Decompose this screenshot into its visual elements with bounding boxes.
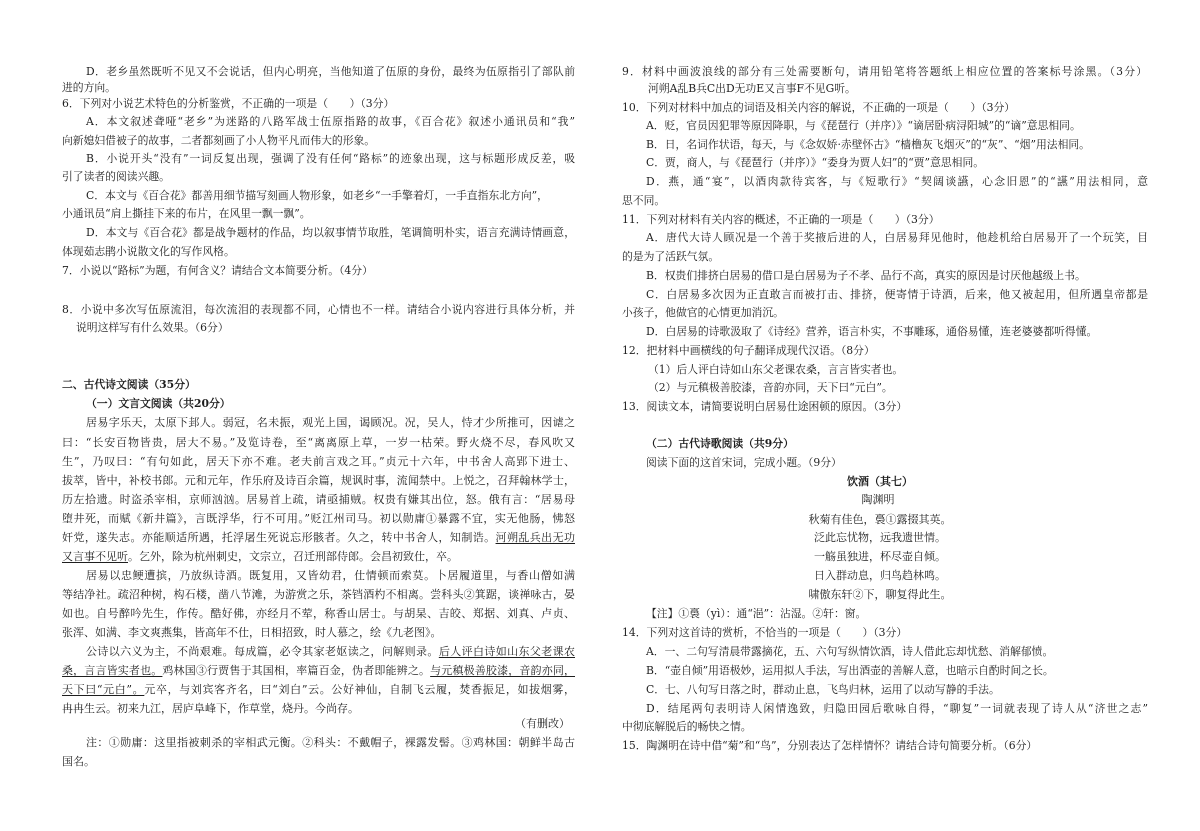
q14-option-b: B．“壶自倾”用语极妙，运用拟人手法，写出酒壶的善解人意，也暗示自酌时间之长。: [646, 664, 1054, 677]
poetry-intro: 阅读下面的这首宋词，完成小题。（9分）: [646, 456, 842, 469]
q10-option-d: D．燕，通“宴”，以酒肉款待宾客，与《短歌行》“契阔谈讌，心念旧恩”的“讌”用法相同，意: [646, 175, 1148, 188]
left-column: [62, 0, 575, 831]
q8-stem: 8．小说中多次写伍原流泪，每次流泪的表现都不同，心情也不一样。请结合小说内容进行具体分析，并: [62, 303, 575, 316]
underlined-sentence: 与元稹极善胶漆，音韵亦同，: [430, 664, 576, 677]
poem-line: 啸傲东轩②下，聊复得此生。: [808, 588, 952, 601]
passage-line: 如也。自号醉吟先生，作传。酷好佛，亦经月不荤，称香山居士。与胡杲、吉皎、郑据、刘真、卢贞、: [62, 607, 575, 620]
poetry-section-title: （二）古代诗歌阅读（共9分）: [646, 437, 794, 450]
passage-line: 拔萃，皆中，补校书郎。元和元年，作乐府及诗百余篇，规讽时事，流闻禁中。上悦之，召拜翰林学士，: [62, 474, 575, 487]
q12-stem: 12．把材料中画横线的句子翻译成现代汉语。（8分）: [622, 344, 875, 357]
q13-stem: 13．阅读文本，请简要说明白居易仕途困顿的原因。（3分）: [622, 400, 908, 413]
poem-line: 日入群动息，归鸟趋林鸣。: [814, 569, 946, 582]
q14-option-a: A．一、二句写清晨带露摘花，五、六句写纵情饮酒，诗人借此忘却忧愁、消解郁愤。: [646, 645, 1054, 658]
passage-line: 生”，乃叹曰：“有句如此，居天下亦不难。老夫前言戏之耳。”贞元十六年，中书舍人高郢下进士、: [62, 455, 575, 468]
q11-stem: 11．下列对材料有关内容的概述，不正确的一项是（ ）（3分）: [622, 213, 940, 226]
q6-stem: 6．下列对小说艺术特色的分析鉴赏，不正确的一项是（ ）（3分）: [62, 97, 395, 110]
q11-option-b: B．权贵们排挤白居易的借口是白居易为子不孝、品行不高，真实的原因是讨厌他越级上书。: [646, 269, 1086, 282]
passage-line: 居易以忠鲠遭摈，乃放纵诗酒。既复用，又皆幼君，仕情顿而索莫。卜居履道里，与香山僧如满: [86, 569, 575, 582]
q11-option-c: 小孩子，他做官的心情更加消沉。: [622, 306, 784, 319]
passage-line: [62, 663, 575, 679]
passage-line: [86, 644, 575, 660]
q6-option-c: C．本文与《百合花》都善用细节描写刻画人物形象，如老乡“一手擎着灯，一手直指东北方向”，: [86, 189, 548, 202]
poem-line: 泛此忘忧物，远我遗世情。: [814, 531, 946, 544]
passage-line: 堕井死，而赋《新井篇》，言既浮华，行不可用。”贬江州司马。初以勋庸①暴露不宜，实无他肠，怫怒: [62, 512, 575, 525]
q6-option-a: A．本文叙述聋哑“老乡”为迷路的八路军战士伍原指路的故事，《百合花》叙述小通讯员和“我”: [86, 115, 575, 128]
q5-option-d-line: D．老乡虽然既听不见又不会说话，但内心明亮，当他知道了伍原的身份，最终为伍原指引了部队前: [86, 65, 575, 78]
q11-option-a: A．唐代大诗人顾况是一个善于奖掖后进的人，白居易拜见他时，他趁机给白居易开了一个玩笑，目: [646, 231, 1148, 244]
passage-line: [62, 530, 575, 546]
classical-prose-title: （一）文言文阅读（共20分）: [86, 397, 231, 410]
q6-option-b: B．小说开头“没有”一词反复出现，强调了没有任何“路标”的迹象出现，这与标题形成反差，吸: [86, 152, 575, 165]
passage-line: [62, 549, 458, 565]
annotations: 注：①勋庸：这里指被刺杀的宰相武元衡。②科头：不戴帽子，裸露发髻。③鸡林国：朝鲜半岛古: [86, 736, 575, 749]
q8-stem: 说明这样写有什么效果。（6分）: [76, 321, 229, 334]
q6-option-c: 小通讯员“肩上撕挂下来的布片，在风里一飘一飘”。: [62, 207, 311, 220]
wavy-marked-text: 又言事不见听: [62, 550, 128, 563]
passage-line: 居易字乐天，太原下邽人。弱冠，名未振，观光上国，谒顾况。况，吴人，恃才少所推可，因谑之: [86, 416, 575, 429]
q6-option-d: D．本文与《百合花》都是战争题材的作品，均以叙事情节取胜，笔调简明朴实，语言充满诗情画意，: [86, 226, 575, 239]
wavy-marked-text: 河朔乱兵出无功: [495, 531, 576, 544]
q14-stem: 14．下列对这首诗的赏析，不恰当的一项是（ ）（3分）: [622, 626, 908, 639]
q7-stem: 7．小说以“路标”为题，有何含义？请结合文本简要分析。（4分）: [62, 264, 373, 277]
poem-line: 一觞虽独进，杯尽壶自倾。: [814, 550, 946, 563]
passage-line: [62, 682, 575, 698]
passage-text: 鸡林国③行贾售于其国相，率篇百金，伪者即能辨之。: [162, 664, 431, 677]
passage-line: 曰：“长安百物皆贵，居大不易。”及览诗卷，至“离离原上草，一岁一枯荣。野火烧不尽，春风吹又: [62, 436, 575, 449]
passage-text: 奸党，遂失志。亦能顺适所遇，托浮屠生死说忘形骸者。久之，转中书舍人，知制诰。: [62, 531, 496, 544]
q14-option-d: D．结尾两句表明诗人闲情逸致，归隐田园后歌咏自得，“聊复”一词就表现了诗人从“济世之志”: [646, 702, 1148, 715]
q9-stem: 9．材料中画波浪线的部分有三处需要断句，请用铅笔将答题纸上相应位置的答案标号涂黑。（3分）: [622, 65, 1147, 78]
q10-stem: 10．下列对材料中加点的词语及相关内容的解说，不正确的一项是（ ）（3分）: [622, 101, 1016, 114]
passage-text: 元卒，与刘宾客齐名，曰“刘白”云。公好神仙，自制飞云履，焚香振足，如拔烟雾，: [144, 683, 576, 696]
q10-option-d: 思不同。: [622, 194, 666, 207]
q12-item: （2）与元稹极善胶漆，音韵亦同，天下曰“元白”。: [648, 381, 893, 394]
passage-text: 。乞外，除为杭州刺史，文宗立，召迁刑部侍郎。会昌初致仕，卒。: [128, 550, 458, 563]
q11-option-a: 的是为了活跃气氛。: [622, 250, 720, 263]
annotations: 国名。: [62, 755, 95, 768]
passage-line: 历左拾遗。时盗杀宰相，京师汹汹。居易首上疏，请亟捕贼。权贵有嫌其出位，怒。俄有言：“居易母: [62, 493, 575, 506]
underlined-sentence: 天下曰“元白”。: [62, 683, 145, 696]
right-column: [622, 0, 1148, 831]
q11-option-c: C．白居易多次因为正直敢言而被打击、排挤，便寄情于诗酒，后来，他又被起用，但所遇皇帝都是: [646, 288, 1148, 301]
q12-item: （1）后人评白诗如山东父老课农桑，言言皆实者也。: [648, 363, 904, 376]
section-title: 二、古代诗文阅读（35分）: [62, 378, 196, 391]
q11-option-d: D．白居易的诗歌汲取了《诗经》营养，语言朴实，不事雕琢，通俗易懂，连老婆婆都听得懂。: [646, 325, 1098, 338]
passage-line: 张浑、如满、李文爽燕集，皆高年不仕，日相招致，时人慕之，绘《九老图》。: [62, 626, 442, 639]
underlined-sentence: 桑，言言皆实者也。: [62, 664, 163, 677]
passage-line: 等结净社。疏沼种树，构石楼，凿八节滩，为游赏之乐，茶铛酒杓不相离。尝科头②箕踞，谈禅咏古，晏: [62, 588, 575, 601]
source-note: （有删改）: [515, 717, 570, 730]
q6-option-b: 引了读者的阅读兴趣。: [62, 170, 170, 183]
poem-title: 饮酒（其七）: [847, 475, 913, 488]
q15-stem: 15．陶渊明在诗中借“菊”和“鸟”，分别表达了怎样情怀？请结合诗句简要分析。（6分）: [622, 739, 1038, 752]
q10-option-c: C．贾，商人，与《琵琶行（并序）》“委身为贾人妇”的“贾”意思相同。: [646, 156, 985, 169]
q5-option-d-line: 进的方向。: [62, 81, 116, 94]
q6-option-d: 体现茹志鹃小说散文化的写作风格。: [62, 245, 235, 258]
q14-option-c: C．七、八句写日落之时，群动止息，飞鸟归林，运用了以动写静的手法。: [646, 683, 1000, 696]
passage-line: 冉冉生云。初来九江，居庐阜峰下，作草堂，烧丹。今尚存。: [62, 702, 359, 715]
q14-option-d: 中彻底解脱后的畅快之情。: [622, 720, 752, 733]
underlined-sentence: 后人评白诗如山东父老课农: [438, 645, 576, 658]
q10-option-a: A．贬，官员因犯罪等原因降职，与《琵琶行（并序）》“谪居卧病浔阳城”的“谪”意思相同。: [646, 119, 1081, 132]
poem-author: 陶渊明: [861, 493, 895, 506]
poem-line: 秋菊有佳色，裛①露掇其英。: [808, 513, 952, 526]
q6-option-a: 向新媳妇借被子的故事，二者都刻画了小人物平凡而伟大的形象。: [62, 134, 376, 147]
q10-option-b: B．日，名词作状语，每天，与《念奴娇·赤壁怀古》“樯橹灰飞烟灭”的“灰”、“烟”用法相同。: [646, 138, 1090, 151]
passage-text: 公诗以六义为主，不尚艰难。每成篇，必令其家老妪读之，问解则录。: [86, 645, 439, 658]
poem-note: 【注】①裛（yì）：通“浥”：沾湿。②轩：窗。: [646, 607, 867, 620]
q9-text: 河朔A乱B兵C出D无功E又言事F不见G听。: [648, 82, 856, 95]
